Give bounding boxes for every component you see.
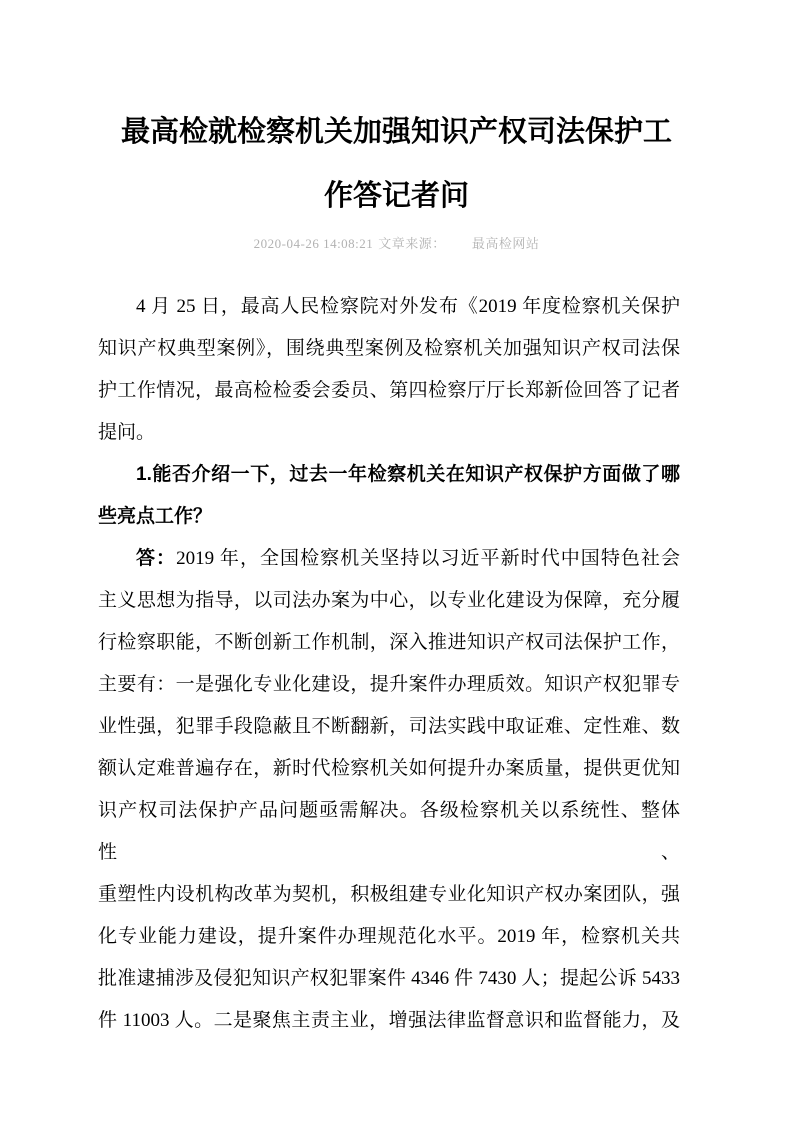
meta-source: 最高检网站 <box>471 236 540 251</box>
title-line-2: 作答记者问 <box>323 180 469 212</box>
text-line: 业性强，犯罪手段隐蔽且不断翻新，司法实践中取证难、定性难、数 <box>98 716 680 737</box>
meta-datetime: 2020-04-26 14:08:21 <box>253 236 374 251</box>
document-body <box>98 286 680 1042</box>
text-line: 识产权司法保护产品问题亟需解决。各级检察机关以系统性、整体性、 <box>98 800 680 863</box>
text-line: 护工作情况，最高检检委会委员、第四检察厅厅长郑新俭回答了记者 <box>98 380 680 401</box>
text-line: 提问。 <box>98 422 156 443</box>
title-line-1: 最高检就检察机关加强知识产权司法保护工 <box>120 116 672 148</box>
text-line: 4 月 25 日，最高人民检察院对外发布《2019 年度检察机关保护 <box>136 296 680 317</box>
text-line: 重塑性内设机构改革为契机，积极组建专业化知识产权办案团队，强 <box>98 884 680 905</box>
text-line: 主要有：一是强化专业化建设，提升案件办理质效。知识产权犯罪专 <box>98 674 680 695</box>
text-line: 件 11003 人。二是聚焦主责主业，增强法律监督意识和监督能力，及 <box>98 1010 680 1031</box>
question-1 <box>98 454 680 538</box>
text-line: 批准逮捕涉及侵犯知识产权犯罪案件 4346 件 7430 人；提起公诉 5433 <box>98 968 680 989</box>
article-meta <box>0 236 793 252</box>
text-line: 主义思想为指导，以司法办案为中心，以专业化建设为保障，充分履 <box>98 590 680 611</box>
text-line: 化专业能力建设，提升案件办理规范化水平。2019 年，检察机关共 <box>98 926 680 947</box>
text-line: 额认定难普遍存在，新时代检察机关如何提升办案质量，提供更优知 <box>98 758 680 779</box>
text-line: 答：2019 年，全国检察机关坚持以习近平新时代中国特色社会 <box>136 548 680 569</box>
text-line: 1.能否介绍一下，过去一年检察机关在知识产权保护方面做了哪 <box>136 464 680 485</box>
text-line: 些亮点工作？ <box>98 506 213 527</box>
answer-1 <box>98 538 680 1042</box>
text-line: 行检察职能，不断创新工作机制，深入推进知识产权司法保护工作， <box>98 632 680 653</box>
document-title <box>56 100 737 228</box>
answer-label: 答： <box>136 548 177 569</box>
intro-paragraph <box>98 286 680 454</box>
text-line: 知识产权典型案例》，围绕典型案例及检察机关加强知识产权司法保 <box>98 338 680 359</box>
meta-source-label: 文章来源： <box>378 236 446 251</box>
